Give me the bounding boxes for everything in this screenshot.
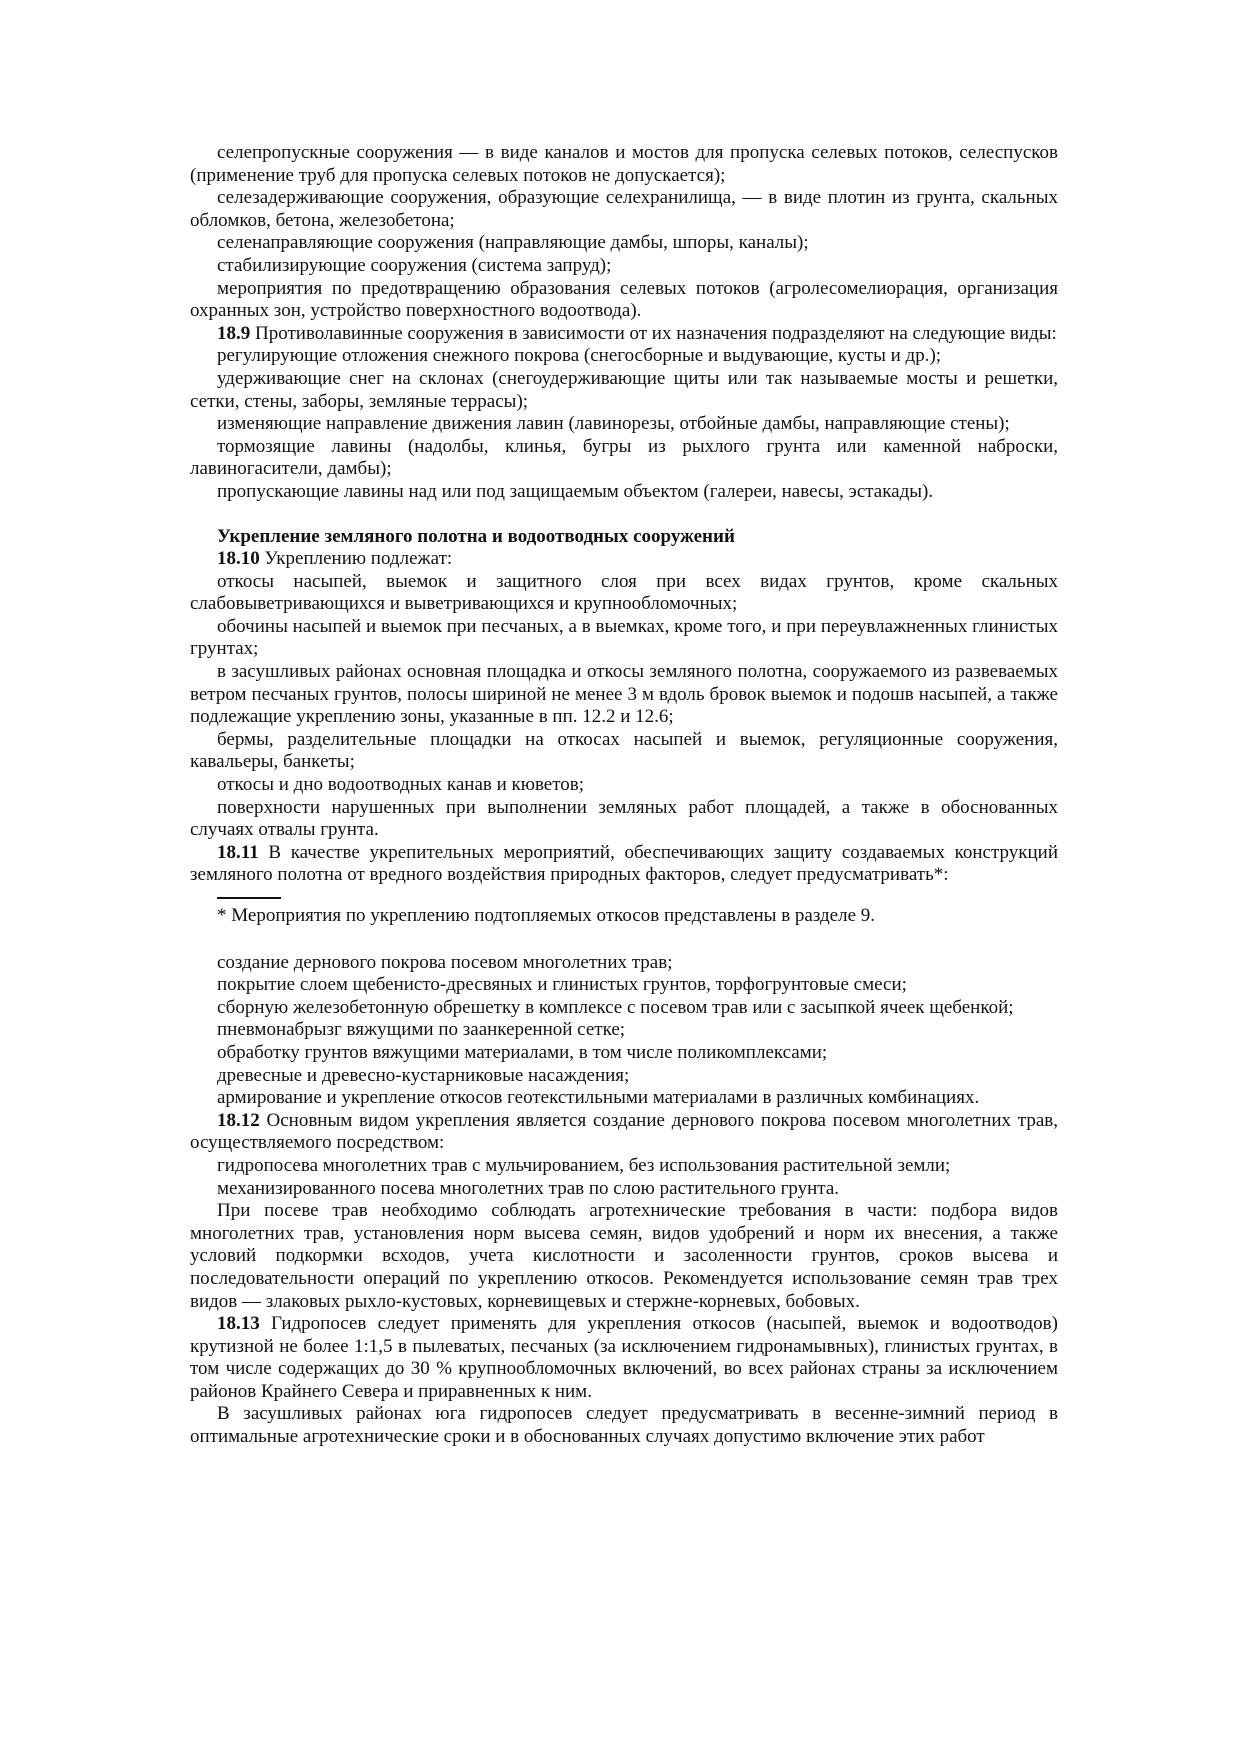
paragraph-text: При посеве трав необходимо соблюдать агротехнические требования в части: подбора видов многолетних трав, установления норм высева семян, видов удобрений и норм их внесения, а также условий подкормки всходов, учета кислотности и засоленности грунтов, сроков высева и последовательности операций по укреплению откосов. Рекомендуется использование семян трав трех видов — злаковых рыхло-кустовых, корневищевых и стержне-корневых, бобовых. <box>190 1200 1058 1312</box>
paragraph-text: удерживающие снег на склонах (снегоудерживающие щиты или так называемые мосты и решетки, сетки, стены, заборы, земляные террасы); <box>190 367 1058 412</box>
paragraph <box>190 1403 1058 1448</box>
paragraph <box>190 1155 1058 1178</box>
paragraph-text: тормозящие лавины (надолбы, клинья, бугры из рыхлого грунта или каменной наброски, лавиногасители, дамбы); <box>190 435 1058 480</box>
paragraph <box>190 661 1058 729</box>
paragraph <box>190 278 1058 323</box>
paragraph <box>190 1065 1058 1088</box>
paragraph-text: обочины насыпей и выемок при песчаных, а в выемках, кроме того, и при переувлажненных глинистых грунтах; <box>190 615 1058 660</box>
numbered-clause <box>190 1110 1058 1155</box>
paragraph <box>190 187 1058 232</box>
paragraph <box>190 413 1058 436</box>
paragraph-text: стабилизирующие сооружения (система запруд); <box>217 254 612 276</box>
paragraph <box>190 997 1058 1020</box>
paragraph-group-b <box>190 548 1058 887</box>
paragraph <box>190 571 1058 616</box>
paragraph <box>190 616 1058 661</box>
paragraph <box>190 1200 1058 1313</box>
numbered-clause <box>190 842 1058 887</box>
paragraph <box>190 436 1058 481</box>
paragraph-text: откосы насыпей, выемок и защитного слоя при всех видах грунтов, кроме скальных слабовыветривающихся и выветривающихся и крупнообломочных; <box>190 570 1058 615</box>
paragraph-text: пропускающие лавины над или под защищаемым объектом (галереи, навесы, эстакады). <box>217 480 934 502</box>
paragraph-text: В засушливых районах юга гидропосев следует предусматривать в весенне-зимний период в оптимальные агротехнические сроки и в обоснованных случаях допустимо включение этих работ <box>190 1403 1058 1448</box>
paragraph <box>190 797 1058 842</box>
paragraph <box>190 729 1058 774</box>
paragraph-group-c <box>190 952 1058 1449</box>
paragraph <box>190 1087 1058 1110</box>
paragraph <box>190 232 1058 255</box>
paragraph-text: селезадерживающие сооружения, образующие селехранилища, — в виде плотин из грунта, скальных обломков, бетона, железобетона; <box>190 187 1058 231</box>
footnote: * Мероприятия по укреплению подтопляемых откосов представлены в разделе 9. <box>217 905 876 926</box>
paragraph <box>190 974 1058 997</box>
paragraph-text: Гидропосев следует применять для укрепления откосов (насыпей, выемок и водоотводов) крутизной не более 1:1,5 в пылеватых, песчаных (за исключением гидронамывных), глинистых грунтах, в том числе содержащих до 30 % крупнообломочных включений, во всех районах страны за исключением районов Крайнего Севера и приравненных к ним. <box>190 1313 1058 1402</box>
document-page <box>190 142 1058 1449</box>
paragraph <box>190 1019 1058 1042</box>
paragraph-text: изменяющие направление движения лавин (лавинорезы, отбойные дамбы, направляющие стены); <box>217 413 1010 435</box>
paragraph-text: Основным видом укрепления является создание дернового покрова посевом многолетних трав, осуществляемого посредством: <box>190 1109 1058 1154</box>
numbered-clause <box>190 548 1058 571</box>
paragraph <box>190 952 1058 975</box>
paragraph-text: бермы, разделительные площадки на откосах насыпей и выемок, регуляционные сооружения, кавальеры, банкеты; <box>190 728 1058 773</box>
footnote-separator <box>217 897 281 899</box>
paragraph-text: обработку грунтов вяжущими материалами, в том числе поликомплексами; <box>217 1041 828 1063</box>
paragraph-text: в засушливых районах основная площадка и откосы земляного полотна, сооружаемого из развеваемых ветром песчаных грунтов, полосы шириной не менее 3 м вдоль бровок выемок и подошв насыпей, а также подлежащие укреплению зоны, указанные в пп. 12.2 и 12.6; <box>190 661 1058 728</box>
section-heading: Укрепление земляного полотна и водоотводных сооружений <box>217 525 735 547</box>
paragraph-text: поверхности нарушенных при выполнении земляных работ площадей, а также в обоснованных случаях отвалы грунта. <box>190 796 1058 841</box>
paragraph-text: создание дернового покрова посевом многолетних трав; <box>217 951 673 973</box>
paragraph <box>190 774 1058 797</box>
paragraph-text: древесные и древесно-кустарниковые насаждения; <box>217 1064 630 1086</box>
paragraph-text: откосы и дно водоотводных канав и кюветов; <box>217 774 585 796</box>
paragraph-text: армирование и укрепление откосов геотекстильными материалами в различных комбинациях. <box>217 1087 980 1109</box>
paragraph-text: регулирующие отложения снежного покрова (снегосборные и выдувающие, кусты и др.); <box>217 345 942 367</box>
paragraph <box>190 481 1058 504</box>
paragraph <box>190 1042 1058 1065</box>
clause-number: 18.11 <box>217 841 259 863</box>
numbered-clause <box>190 1313 1058 1403</box>
paragraph <box>190 345 1058 368</box>
paragraph-text: Противолавинные сооружения в зависимости от их назначения подразделяют на следующие виды: <box>250 322 1057 344</box>
paragraph-text: Укреплению подлежат: <box>259 548 453 570</box>
paragraph-text: В качестве укрепительных мероприятий, обеспечивающих защиту создаваемых конструкций земляного полотна от вредного воздействия природных факторов, следует предусматривать*: <box>190 841 1058 886</box>
clause-number: 18.12 <box>217 1109 260 1131</box>
paragraph-text: покрытие слоем щебенисто-дресвяных и глинистых грунтов, торфогрунтовые смеси; <box>217 974 907 996</box>
clause-number: 18.13 <box>217 1313 260 1335</box>
paragraph-text: гидропосева многолетних трав с мульчированием, без использования растительной земли; <box>217 1154 951 1176</box>
clause-number: 18.9 <box>217 322 251 344</box>
paragraph <box>190 368 1058 413</box>
paragraph-text: сборную железобетонную обрешетку в комплексе с посевом трав или с засыпкой ячеек щебенкой; <box>217 996 1014 1018</box>
paragraph-text: пневмонабрызг вяжущими по заанкеренной сетке; <box>217 1019 626 1041</box>
paragraph-group-a <box>190 142 1058 504</box>
paragraph-text: селепропускные сооружения — в виде каналов и мостов для пропуска селевых потоков, селеспусков (применение труб для пропуска селевых потоков не допускается); <box>190 142 1058 186</box>
clause-number: 18.10 <box>217 548 260 570</box>
paragraph <box>190 142 1058 187</box>
spacer <box>190 928 1058 952</box>
numbered-clause <box>190 323 1058 346</box>
paragraph <box>190 1178 1058 1201</box>
paragraph-text: мероприятия по предотвращению образования селевых потоков (агролесомелиорация, организация охранных зон, устройство поверхностного водоотвода). <box>190 277 1058 322</box>
paragraph <box>190 255 1058 278</box>
paragraph-text: механизированного посева многолетних трав по слою растительного грунта. <box>217 1177 840 1199</box>
paragraph-text: селенаправляющие сооружения (направляющие дамбы, шпоры, каналы); <box>217 232 809 254</box>
